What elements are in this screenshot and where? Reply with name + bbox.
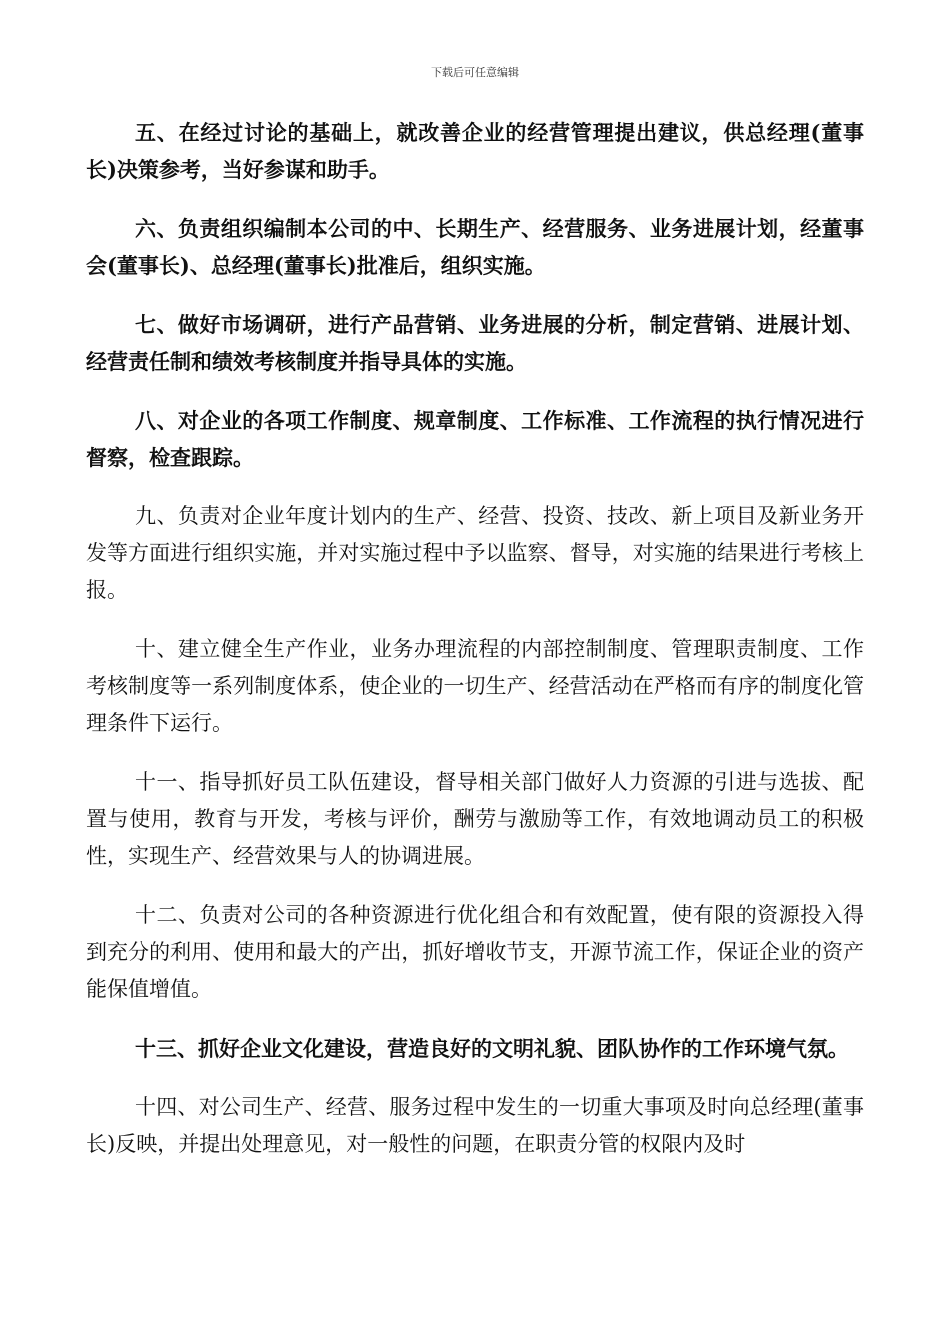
paragraph-6: 六、负责组织编制本公司的中、长期生产、经营服务、业务进展计划，经董事会(董事长)、总经理(董事长)批准后，组织实施。	[86, 216, 864, 278]
paragraph-8: 八、对企业的各项工作制度、规章制度、工作标准、工作流程的执行情况进行督察，检查跟踪。	[86, 408, 864, 470]
paragraph-12: 十二、负责对公司的各种资源进行优化组合和有效配置，使有限的资源投入得到充分的利用、使用和最大的产出，抓好增收节支，开源节流工作，保证企业的资产能保值增值。	[86, 903, 864, 1001]
paragraph-13: 十三、抓好企业文化建设，营造良好的文明礼貌、团队协作的工作环境气氛。	[135, 1036, 849, 1061]
page-header-note: 下载后可任意编辑	[431, 66, 519, 79]
document-body	[86, 114, 864, 1185]
paragraph-7: 七、做好市场调研，进行产品营销、业务进展的分析，制定营销、进展计划、经营责任制和绩效考核制度并指导具体的实施。	[86, 312, 864, 374]
paragraph-10: 十、建立健全生产作业，业务办理流程的内部控制制度、管理职责制度、工作考核制度等一系列制度体系，使企业的一切生产、经营活动在严格而有序的制度化管理条件下运行。	[86, 637, 864, 735]
paragraph-9: 九、负责对企业年度计划内的生产、经营、投资、技改、新上项目及新业务开发等方面进行组织实施，并对实施过程中予以监察、督导，对实施的结果进行考核上报。	[86, 504, 864, 602]
paragraph-14: 十四、对公司生产、经营、服务过程中发生的一切重大事项及时向总经理(董事长)反映，并提出处理意见，对一般性的问题，在职责分管的权限内及时	[86, 1095, 864, 1156]
paragraph-11: 十一、指导抓好员工队伍建设，督导相关部门做好人力资源的引进与选拔、配置与使用，教育与开发，考核与评价，酬劳与激励等工作，有效地调动员工的积极性，实现生产、经营效果与人的协调进展。	[86, 770, 864, 868]
paragraph-5: 五、在经过讨论的基础上，就改善企业的经营管理提出建议，供总经理(董事长)决策参考，当好参谋和助手。	[86, 120, 864, 182]
